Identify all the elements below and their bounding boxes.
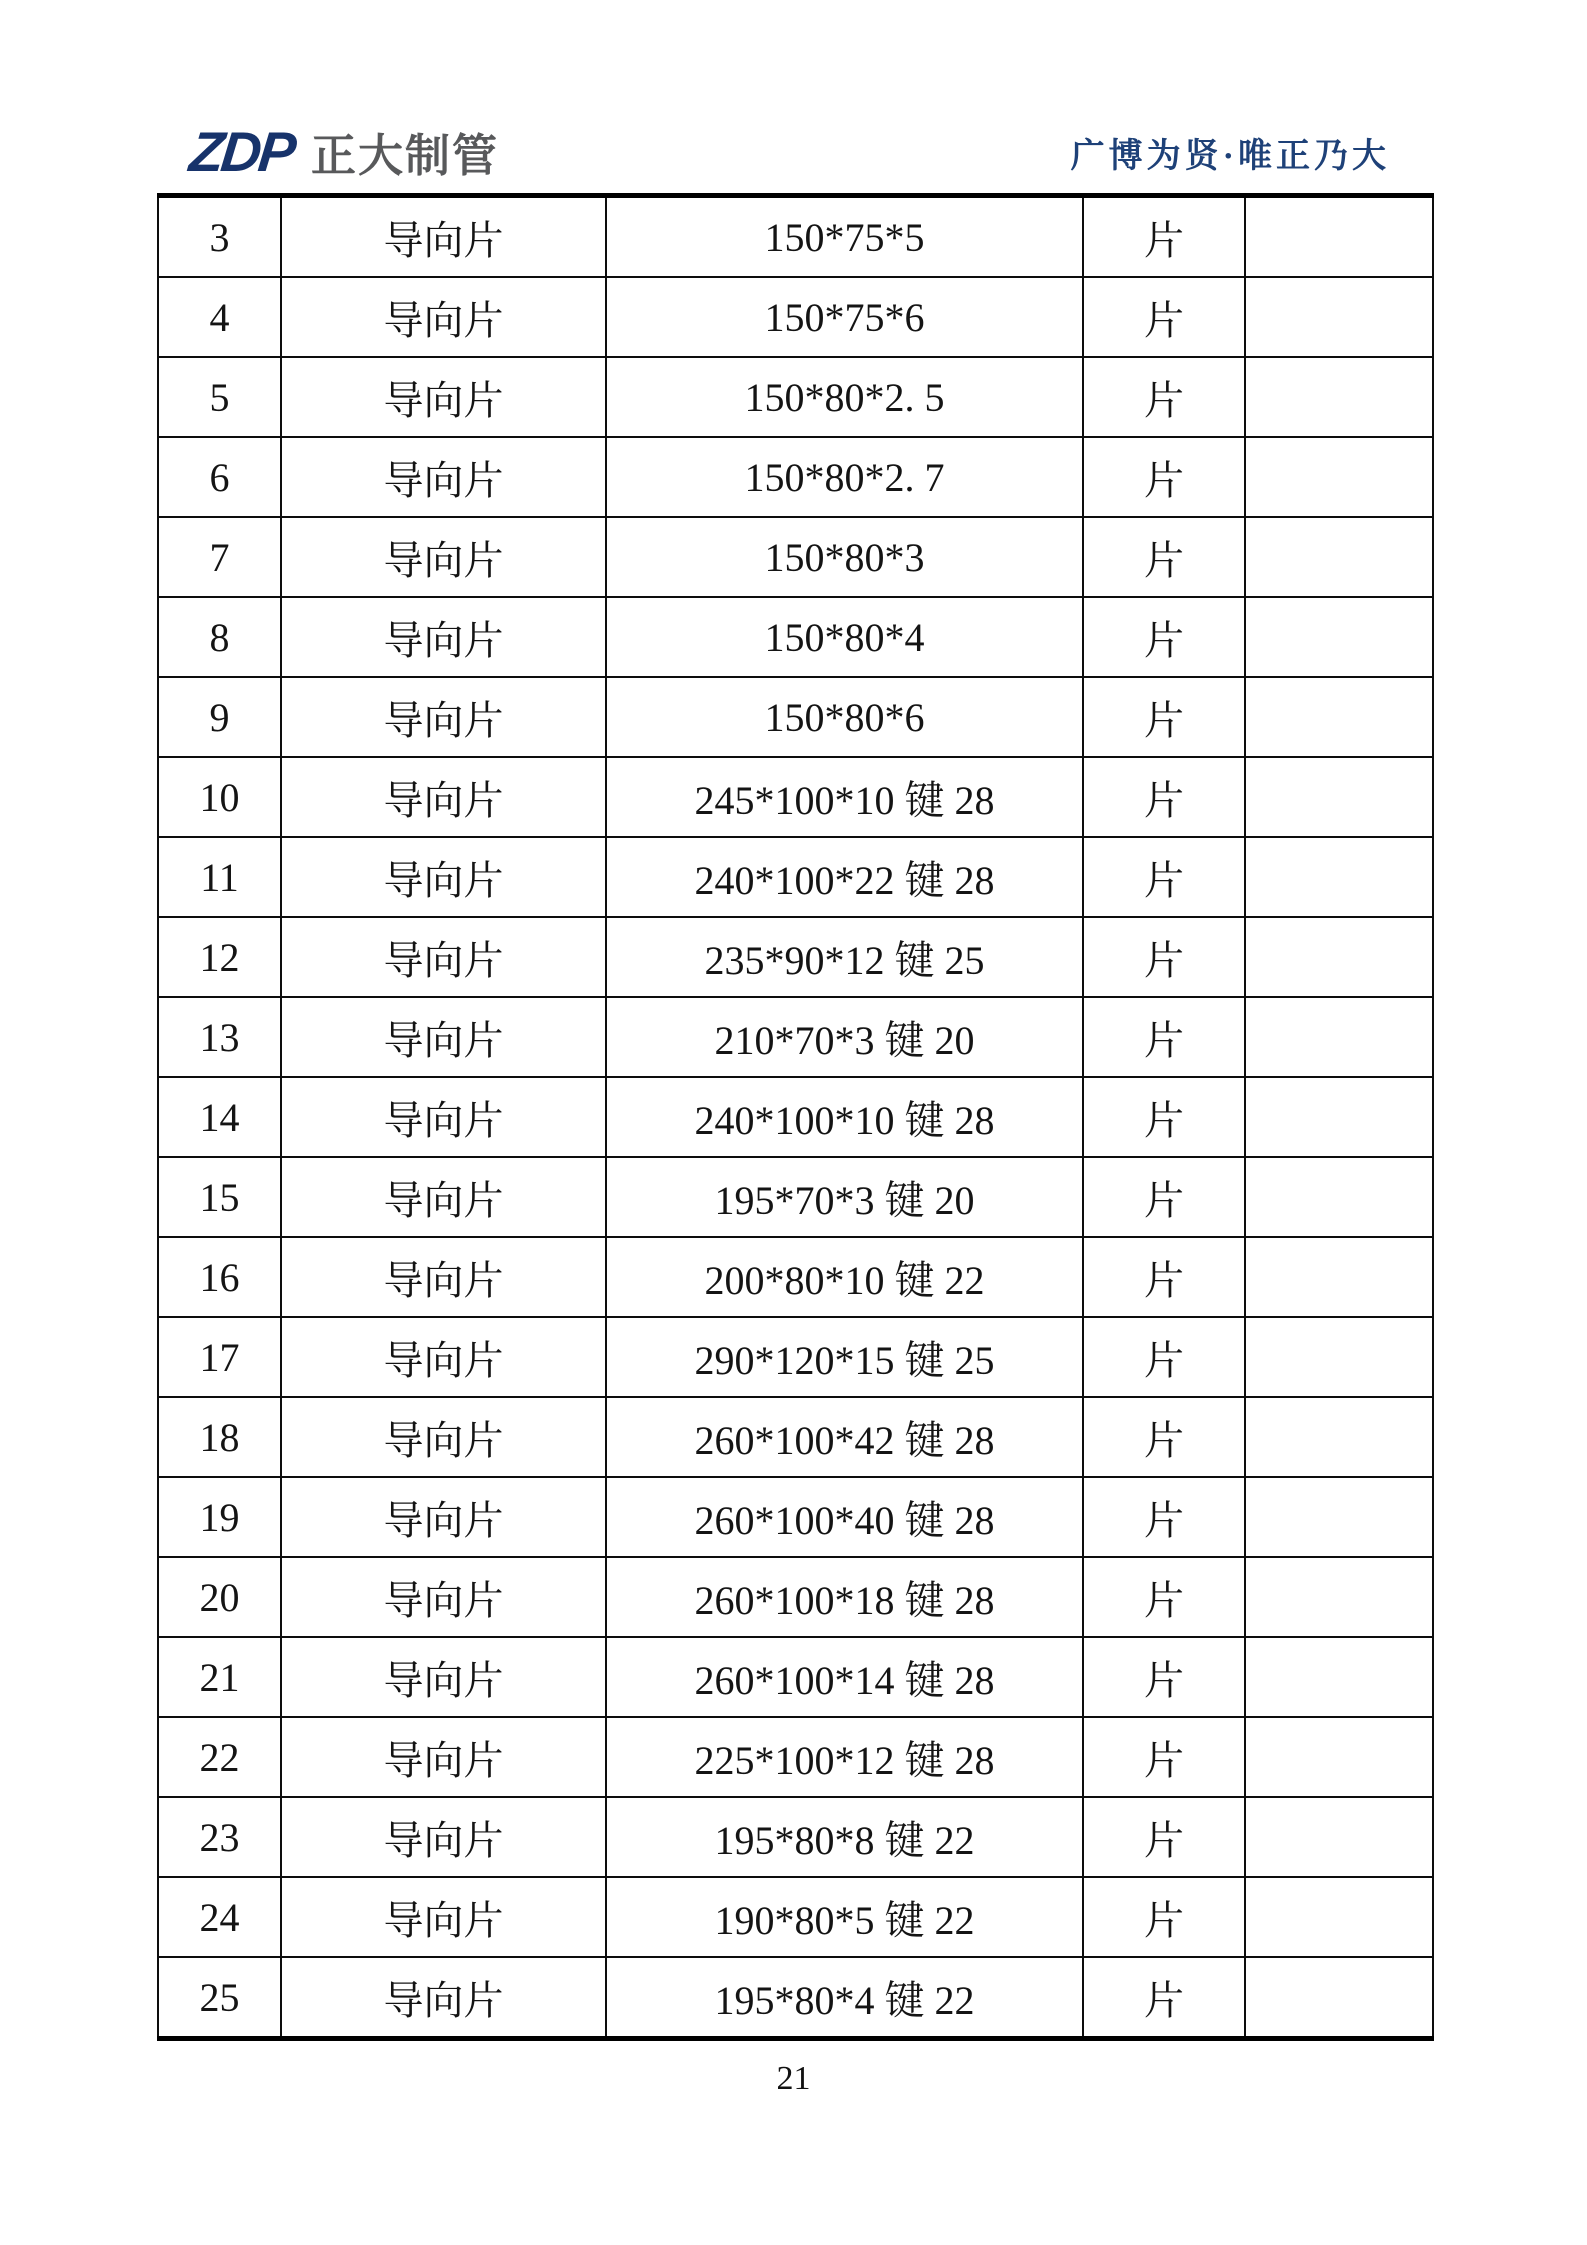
note-cell [1245, 1397, 1433, 1477]
spec-cell: 190*80*5 键 22 [606, 1877, 1083, 1957]
unit-cell: 片 [1083, 1317, 1245, 1397]
table-row [158, 357, 1433, 437]
row-number-cell: 16 [158, 1237, 281, 1317]
table-row [158, 196, 1433, 278]
spec-cell: 150*80*3 [606, 517, 1083, 597]
note-cell [1245, 917, 1433, 997]
item-name-cell: 导向片 [281, 437, 606, 517]
logo-zdp-mark: ZDP [186, 120, 297, 183]
item-name-cell: 导向片 [281, 837, 606, 917]
unit-cell: 片 [1083, 1157, 1245, 1237]
row-number-cell: 11 [158, 837, 281, 917]
table-row [158, 1717, 1433, 1797]
table-row [158, 757, 1433, 837]
item-name-cell: 导向片 [281, 1957, 606, 2039]
note-cell [1245, 1957, 1433, 2039]
spec-cell: 260*100*42 键 28 [606, 1397, 1083, 1477]
company-slogan: 广博为贤·唯正乃大 [1070, 138, 1390, 175]
note-cell [1245, 677, 1433, 757]
table-row [158, 1077, 1433, 1157]
item-name-cell: 导向片 [281, 1077, 606, 1157]
table-row [158, 1157, 1433, 1237]
spec-cell: 260*100*14 键 28 [606, 1637, 1083, 1717]
parts-table-body [158, 196, 1433, 2039]
unit-cell: 片 [1083, 1957, 1245, 2039]
row-number-cell: 18 [158, 1397, 281, 1477]
note-cell [1245, 1477, 1433, 1557]
row-number-cell: 12 [158, 917, 281, 997]
note-cell [1245, 597, 1433, 677]
row-number-cell: 19 [158, 1477, 281, 1557]
table-row [158, 1397, 1433, 1477]
spec-cell: 210*70*3 键 20 [606, 997, 1083, 1077]
unit-cell: 片 [1083, 357, 1245, 437]
unit-cell: 片 [1083, 1557, 1245, 1637]
table-row [158, 1877, 1433, 1957]
table-row [158, 677, 1433, 757]
item-name-cell: 导向片 [281, 1237, 606, 1317]
table-row [158, 1797, 1433, 1877]
row-number-cell: 13 [158, 997, 281, 1077]
row-number-cell: 25 [158, 1957, 281, 2039]
note-cell [1245, 277, 1433, 357]
unit-cell: 片 [1083, 437, 1245, 517]
item-name-cell: 导向片 [281, 757, 606, 837]
unit-cell: 片 [1083, 1797, 1245, 1877]
company-logo [186, 120, 500, 183]
note-cell [1245, 1877, 1433, 1957]
item-name-cell: 导向片 [281, 917, 606, 997]
row-number-cell: 23 [158, 1797, 281, 1877]
note-cell [1245, 517, 1433, 597]
item-name-cell: 导向片 [281, 1557, 606, 1637]
item-name-cell: 导向片 [281, 277, 606, 357]
unit-cell: 片 [1083, 1237, 1245, 1317]
item-name-cell: 导向片 [281, 1477, 606, 1557]
row-number-cell: 4 [158, 277, 281, 357]
note-cell [1245, 1157, 1433, 1237]
table-row [158, 437, 1433, 517]
note-cell [1245, 196, 1433, 278]
item-name-cell: 导向片 [281, 997, 606, 1077]
unit-cell: 片 [1083, 837, 1245, 917]
item-name-cell: 导向片 [281, 196, 606, 278]
spec-cell: 195*70*3 键 20 [606, 1157, 1083, 1237]
table-row [158, 597, 1433, 677]
note-cell [1245, 1557, 1433, 1637]
unit-cell: 片 [1083, 1637, 1245, 1717]
logo-company-name: 正大制管 [311, 130, 500, 181]
table-row [158, 1637, 1433, 1717]
unit-cell: 片 [1083, 677, 1245, 757]
note-cell [1245, 357, 1433, 437]
table-row [158, 837, 1433, 917]
unit-cell: 片 [1083, 517, 1245, 597]
item-name-cell: 导向片 [281, 1637, 606, 1717]
row-number-cell: 7 [158, 517, 281, 597]
table-row [158, 1477, 1433, 1557]
item-name-cell: 导向片 [281, 1877, 606, 1957]
spec-cell: 240*100*10 键 28 [606, 1077, 1083, 1157]
row-number-cell: 9 [158, 677, 281, 757]
spec-cell: 200*80*10 键 22 [606, 1237, 1083, 1317]
unit-cell: 片 [1083, 597, 1245, 677]
item-name-cell: 导向片 [281, 357, 606, 437]
note-cell [1245, 1637, 1433, 1717]
item-name-cell: 导向片 [281, 517, 606, 597]
table-row [158, 1557, 1433, 1637]
row-number-cell: 5 [158, 357, 281, 437]
note-cell [1245, 837, 1433, 917]
unit-cell: 片 [1083, 1397, 1245, 1477]
unit-cell: 片 [1083, 1077, 1245, 1157]
item-name-cell: 导向片 [281, 1717, 606, 1797]
item-name-cell: 导向片 [281, 677, 606, 757]
spec-cell: 150*75*5 [606, 196, 1083, 278]
parts-table [157, 193, 1434, 2041]
row-number-cell: 17 [158, 1317, 281, 1397]
item-name-cell: 导向片 [281, 1157, 606, 1237]
spec-cell: 195*80*4 键 22 [606, 1957, 1083, 2039]
row-number-cell: 22 [158, 1717, 281, 1797]
row-number-cell: 24 [158, 1877, 281, 1957]
page-number: 21 [776, 2060, 811, 2097]
spec-cell: 290*120*15 键 25 [606, 1317, 1083, 1397]
note-cell [1245, 1237, 1433, 1317]
note-cell [1245, 1317, 1433, 1397]
spec-cell: 150*80*4 [606, 597, 1083, 677]
row-number-cell: 20 [158, 1557, 281, 1637]
spec-cell: 240*100*22 键 28 [606, 837, 1083, 917]
spec-cell: 150*80*2. 5 [606, 357, 1083, 437]
row-number-cell: 6 [158, 437, 281, 517]
spec-cell: 150*75*6 [606, 277, 1083, 357]
unit-cell: 片 [1083, 1717, 1245, 1797]
row-number-cell: 14 [158, 1077, 281, 1157]
table-row [158, 1237, 1433, 1317]
row-number-cell: 8 [158, 597, 281, 677]
table-row [158, 1957, 1433, 2039]
spec-cell: 260*100*18 键 28 [606, 1557, 1083, 1637]
table-row [158, 277, 1433, 357]
unit-cell: 片 [1083, 917, 1245, 997]
spec-cell: 150*80*6 [606, 677, 1083, 757]
table-row [158, 517, 1433, 597]
unit-cell: 片 [1083, 277, 1245, 357]
unit-cell: 片 [1083, 1877, 1245, 1957]
row-number-cell: 3 [158, 196, 281, 278]
note-cell [1245, 757, 1433, 837]
table-row [158, 1317, 1433, 1397]
spec-cell: 225*100*12 键 28 [606, 1717, 1083, 1797]
spec-cell: 245*100*10 键 28 [606, 757, 1083, 837]
note-cell [1245, 997, 1433, 1077]
table-row [158, 917, 1433, 997]
spec-cell: 235*90*12 键 25 [606, 917, 1083, 997]
unit-cell: 片 [1083, 196, 1245, 278]
item-name-cell: 导向片 [281, 1797, 606, 1877]
row-number-cell: 15 [158, 1157, 281, 1237]
row-number-cell: 10 [158, 757, 281, 837]
note-cell [1245, 1797, 1433, 1877]
unit-cell: 片 [1083, 757, 1245, 837]
note-cell [1245, 1717, 1433, 1797]
note-cell [1245, 437, 1433, 517]
spec-cell: 150*80*2. 7 [606, 437, 1083, 517]
row-number-cell: 21 [158, 1637, 281, 1717]
note-cell [1245, 1077, 1433, 1157]
table-row [158, 997, 1433, 1077]
spec-cell: 195*80*8 键 22 [606, 1797, 1083, 1877]
spec-cell: 260*100*40 键 28 [606, 1477, 1083, 1557]
unit-cell: 片 [1083, 997, 1245, 1077]
item-name-cell: 导向片 [281, 1317, 606, 1397]
item-name-cell: 导向片 [281, 1397, 606, 1477]
item-name-cell: 导向片 [281, 597, 606, 677]
unit-cell: 片 [1083, 1477, 1245, 1557]
